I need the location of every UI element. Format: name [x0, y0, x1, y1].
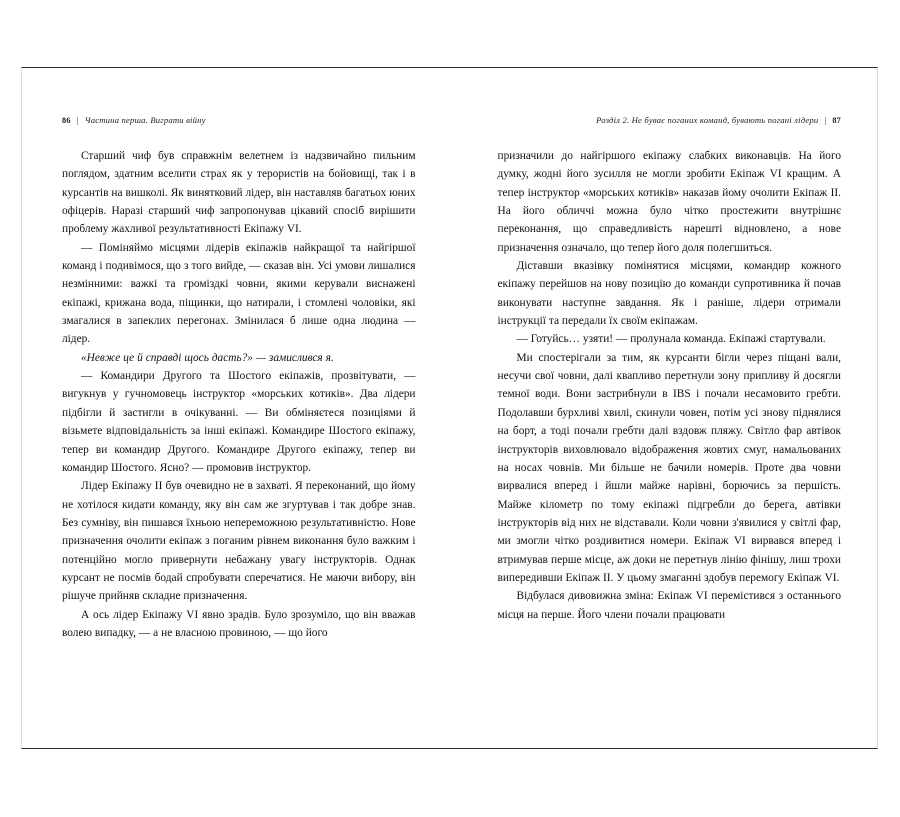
paragraph: Діставши вказівку помінятися місцями, командир кожного екіпажу перейшов на нову позицію до команди супротивника й почав виконувати наступне завдання. Як і раніше, лідери отримали інструкції та передали їх своїм екіпажам.: [497, 260, 841, 328]
page-right: [450, 68, 878, 748]
paragraph-quote: «Невже це й справді щось дасть?» — замислився я.: [81, 351, 334, 364]
page-number-right: 87: [832, 115, 841, 125]
running-title-left: Частина перша. Виграти війну: [84, 115, 206, 125]
page-left: [22, 68, 450, 748]
folio-separator-left: |: [76, 115, 79, 125]
running-title-right: Розділ 2. Не буває поганих команд, бувають погані лідери: [596, 115, 819, 125]
paragraph: Ми спостерігали за тим, як курсанти бігли через піщані вали, несучи свої човни, далі квапливо перетнули зону припливу й досягли темної води. Вони застрибнули в IBS і почали несамовито гребти. Подолавши бурхливі хвилі, скинули човен, потім усі знову піднялися на борт, а тоді почали гребти далі вздовж пляжу. Світло фар автівок інструкторів виховлювало відображення жовтих смуг, намальованих на носах човнів. Ми більше не бачили номерів. Проте два човни вирвалися вперед і йшли майже нарівні, борючись за першість. Майже кілометр по тому екіпажі підгребли до берега, автівки інструкторів від них не відставали. Коли човни з'явилися у світлі фар, ми змогли чітко роздивитися номери. Екіпаж VI вирвався вперед і втримував перше місце, аж доки не перетнув лінію фінішу, лиш трохи випередивши Екіпаж II. У цьому змаганні здобув перемогу Екіпаж VI.: [497, 351, 841, 584]
paragraph: Старший чиф був справжнім велетнем із надзвичайно пильним поглядом, здатним вселити страх як у терористів на бойовищі, так і в курсантів на вишколі. Як винятковий лідер, він наставляв багатьох юних офіцерів. Наразі старший чиф запропонував цікавий спосіб вирішити проблему жахливої результативності Екіпажу VI.: [62, 150, 416, 236]
paragraph: Лідер Екіпажу II був очевидно не в захваті. Я переконаний, що йому не хотілося кидати команду, яку він сам же згуртував і так добре знав. Без сумніву, він пишався їхньою непереможною результативністю. Нове призначення очолити екіпаж з поганим рівнем виконання було важким і потенційно могло привернути небажану увагу інструкторів. Однак курсант не посмів бодай спробувати сперечатися. Не маючи вибору, він рішуче прийняв складне призначення.: [62, 480, 416, 603]
paragraph: — Готуйсь… узяти! — пролунала команда. Екіпажі стартували.: [516, 333, 826, 346]
paragraph: Відбулася дивовижна зміна: Екіпаж VI перемістився з останнього місця на перше. Його члени почали працювати: [497, 590, 841, 621]
text-column-right: [498, 147, 842, 624]
book-spread: [21, 67, 878, 749]
running-head-left: [62, 113, 416, 127]
text-column-left: [62, 147, 416, 642]
paragraph: А ось лідер Екіпажу VI явно зрадів. Було зрозуміло, що він вважав волею випадку, — а не власною провиною, — що його: [62, 608, 416, 639]
paragraph: — Поміняймо місцями лідерів екіпажів найкращої та найгіршої команд і подивімося, що з того вийде, — сказав він. Усі умови лишалися незмінними: важкі та громіздкі човни, якими керували виснажені екіпажі, крижана вода, піщинки, що натирали, і стомлені чоловіки, які змагалися в запеклих перегонах. Змінилася б лише одна людина — лідер.: [62, 241, 416, 346]
paragraph: призначили до найгіршого екіпажу слабких виконавців. На його думку, жодні його зусилля не могли зробити Екіпаж VI кращим. А тепер інструктор «морських котиків» наказав йому очолити Екіпаж II. На його обличчі можна було чітко простежити внутрішнє переконання, що справедливість нарешті відновлено, а нове призначення означало, що тепер його доля полегшиться.: [497, 150, 841, 254]
page-number-left: 86: [62, 115, 71, 125]
folio-separator-right: |: [824, 115, 827, 125]
running-head-right: [498, 113, 842, 127]
paragraph: — Командири Другого та Шостого екіпажів, прозвітувати, — вигукнув у гучномовець інструктор «морських котиків». Два лідери підбігли й застигли в очікуванні. — Ви обміняєтеся позиціями й візьмете відповідальність за інші екіпажі. Командире Шостого екіпажу, тепер ви командир Другого. Командире Другого екіпажу, тепер ви командир Шостого. Ясно? — промовив інструктор.: [62, 370, 416, 474]
